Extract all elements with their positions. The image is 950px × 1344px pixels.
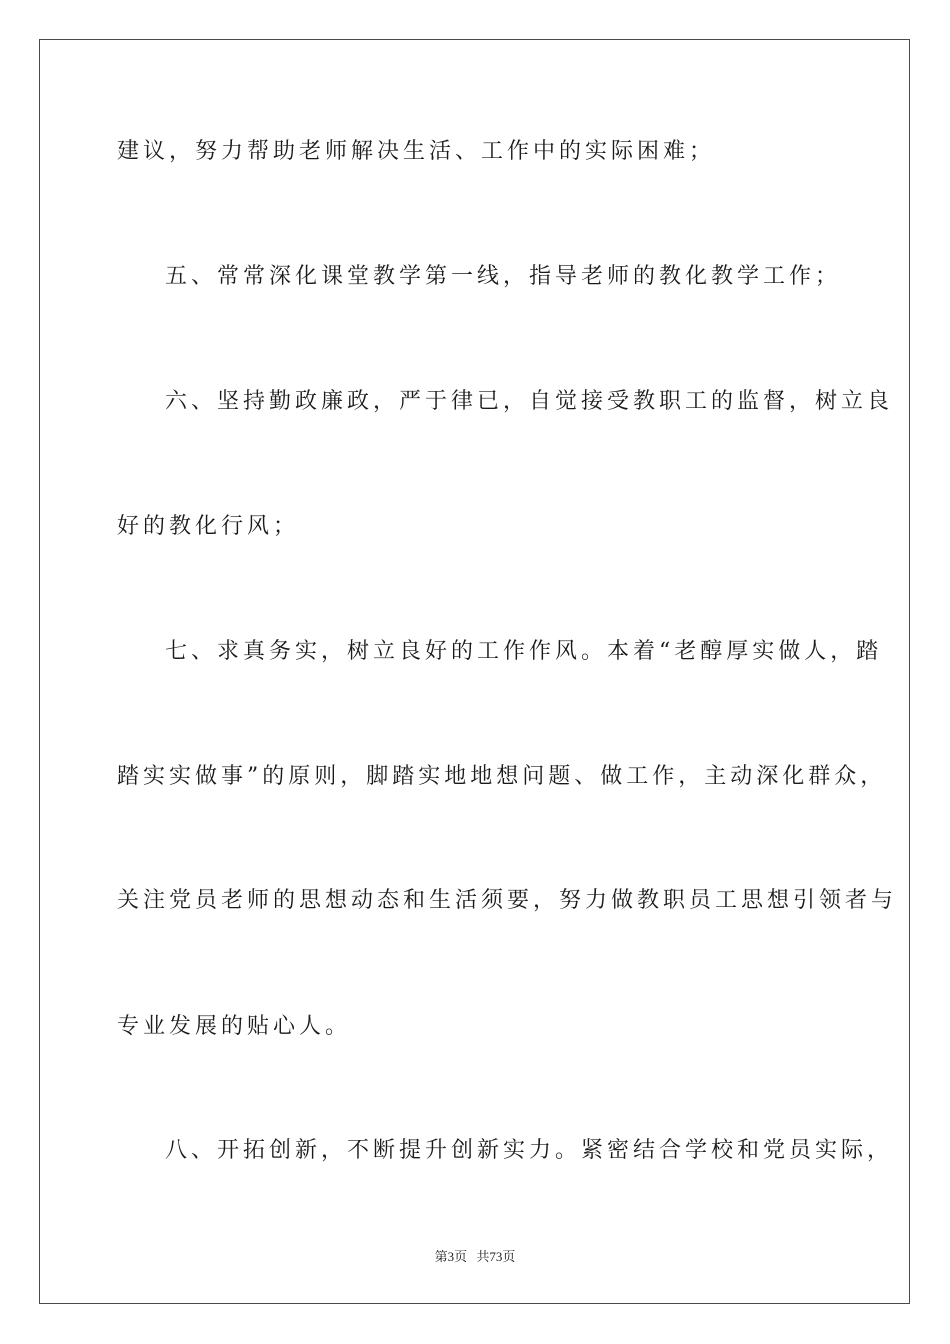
page-number: 第3页 [434, 1249, 468, 1264]
paragraph-line: 五、常常深化课堂教学第一线，指导老师的教化教学工作； [165, 264, 842, 289]
page-total: 共73页 [476, 1249, 516, 1264]
paragraph-line: 关注党员老师的思想动态和生活须要，努力做教职员工思想引领者与 [117, 888, 898, 913]
page-footer [0, 1246, 950, 1265]
paragraph-line: 八、开拓创新，不断提升创新实力。紧密结合学校和党员实际， [165, 1138, 894, 1163]
paragraph-line: 建议，努力帮助老师解决生活、工作中的实际困难； [117, 139, 716, 164]
paragraph-line: 踏实实做事”的原则，脚踏实地地想问题、做工作，主动深化群众， [117, 764, 887, 789]
page-border [39, 39, 910, 1304]
paragraph-line: 七、求真务实，树立良好的工作作风。本着“老醇厚实做人，踏 [165, 639, 883, 664]
paragraph-line: 好的教化行风； [117, 514, 300, 539]
paragraph-line: 专业发展的贴心人。 [117, 1014, 352, 1039]
paragraph-line: 六、坚持勤政廉政，严于律已，自觉接受教职工的监督，树立良 [165, 389, 894, 414]
